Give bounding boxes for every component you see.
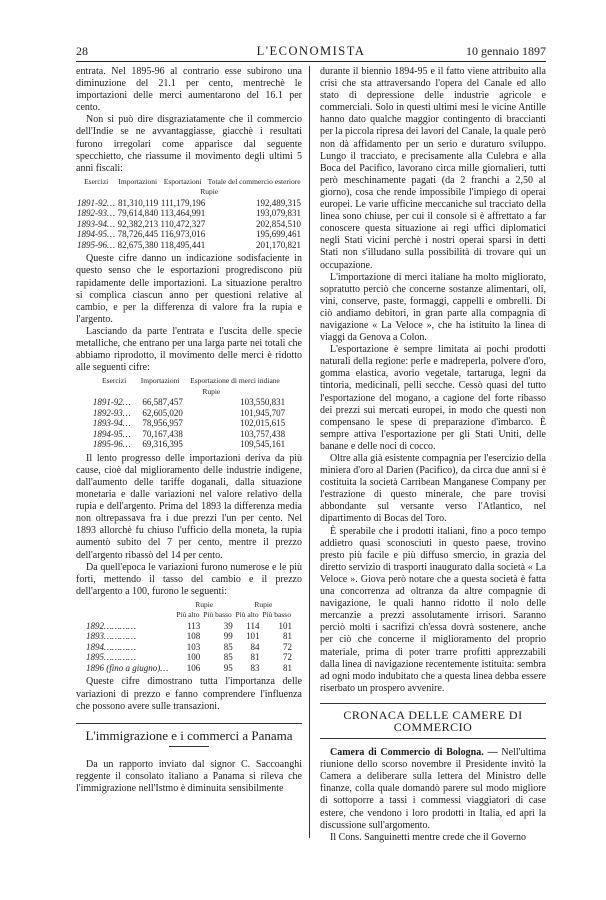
table-row xyxy=(92,397,286,408)
table-row xyxy=(76,198,302,209)
table-cell: 1893-94… xyxy=(77,218,115,229)
table-cell: 78,956,957 xyxy=(142,418,183,429)
trade-table-merchandise xyxy=(92,376,286,450)
table-cell: 1896 (fino a giugno)… xyxy=(86,662,169,673)
table-cell: 79,614,840 xyxy=(117,208,159,219)
table-cell: 109,545,161 xyxy=(240,439,286,450)
table-cell: 1893-94… xyxy=(92,418,131,429)
left-column xyxy=(76,66,302,795)
paragraph: entrata. Nel 1895-96 al contrario esse subirono una diminuzione del 21.1 per cento, mentrechè le importazioni delle merci aumentarono del 16.1 per cento. xyxy=(76,66,302,114)
paragraph: Non si può dire disgraziatamente che il commercio dell'Indie se ne avvantaggiasse, giacchè i resultati furono irregolari come apparisce dal seguente specchietto, che riassume il movimento degli ultimi 5 anni fiscali: xyxy=(76,114,302,174)
table-cell: 92,382,213 xyxy=(117,218,159,229)
table-cell: 101 xyxy=(278,620,292,631)
paragraph: Queste cifre danno un indicazione sodisfaciente in questo senso che le esportazioni progrediscono più rapidamente delle importazioni. La situazione peraltro si complica ciascun anno per questioni relative al cambio, e per la differenza di valore fra la rupia e l'argento. xyxy=(76,253,302,325)
table-cell: 72 xyxy=(282,641,292,652)
table-cell: 39 xyxy=(223,620,233,631)
table-row xyxy=(85,652,293,663)
unit-label: Rupie xyxy=(202,386,221,396)
table-cell: 1895………… xyxy=(86,652,137,663)
table-cell: 201,170,821 xyxy=(256,239,301,250)
unit-label: Rupie xyxy=(200,187,219,197)
col-header: Importazioni xyxy=(140,376,180,386)
table-row xyxy=(85,642,293,653)
table-cell: 81 xyxy=(282,662,292,673)
table-cell: 103,550,831 xyxy=(240,397,286,408)
col-header: Totale del commercio esteriore xyxy=(207,176,301,186)
table-cell: 113,464,991 xyxy=(160,208,206,219)
table-cell: 192,489,315 xyxy=(256,197,301,208)
table-row xyxy=(85,631,293,642)
table-cell: 85 xyxy=(223,652,233,663)
table-row xyxy=(76,219,302,230)
col-header: Più alto xyxy=(235,610,259,620)
table-cell: 195,699,461 xyxy=(256,229,301,240)
col-header: Esercizi xyxy=(102,376,127,386)
section-heading-panama xyxy=(76,723,302,751)
paragraph: Da quell'epoca le variazioni furono numerose e le più forti, mettendo il tasso del cambio e il prezzo dell'argento a 100, furono le seguenti: xyxy=(76,561,302,597)
table-cell: 202,854,510 xyxy=(256,218,301,229)
paragraph: durante il biennio 1894-95 e il fatto viene attribuito alla crisi che sta attraversando l'opera del Canale ed allo stato di depressione delle industrie agricole e commerciali. Solo in questi ultimi mesi le vicine Antille hanno dato qualche maggior contingento di braccianti per la piccola ripresa dei lavori del Canale, la quale però non dà affidamento per un serio e duraturo sviluppo. Lungo il tracciato, e precisamente alla Culebra e alla Boca del Pacifico, lavorano circa mille giornalieri, tutti però meschinamente pagati (da 2 franchi a 2,50 al giorno), cosa che rende impossibile l'impiego di operai europei. Le varie ufficine meccaniche sul tracciato della linea sono chiuse, per cui il console si è affrettato a far conoscere questa situazione ai regi uffici diplomatici negli Stati vicini perchè i nostri operai sparsi in detti Stati non s'illudano sulla possibilità di trovare qui un occupazione. xyxy=(320,66,546,271)
exchange-rate-table xyxy=(85,600,293,674)
table-cell: 81 xyxy=(250,652,260,663)
paragraph: Il lento progresso delle importazioni deriva da più cause, cioè dal miglioramento delle industrie indigene, dall'aumento delle tariffe doganali, dalla situazione monetaria e dalle variazioni nel valore relativo della rupia e dell'argento. Prima del 1893 la differenza media non oltrepassava fra i due prezzi l'un per cento. Nel 1893 allorchè fu chiuso l'ufficio della moneta, la rupia aumentò subito del 7 per cento, mentre il prezzo dell'argento ribassò del 14 per cento. xyxy=(76,452,302,561)
table-cell: 99 xyxy=(223,631,233,642)
page-number: 28 xyxy=(76,44,88,58)
column-divider xyxy=(309,66,310,838)
table-cell: 100 xyxy=(186,652,201,663)
header-rule xyxy=(76,61,546,62)
table-cell: 83 xyxy=(250,662,260,673)
table-row xyxy=(92,408,286,419)
paragraph: Da un rapporto inviato dal signor C. Saccoanghi reggente il consolato italiano a Panama si rileva che l'immigrazione nell'Istmo è diminuita sensibilmente xyxy=(76,758,302,794)
col-header: Più basso xyxy=(203,610,232,620)
table-row xyxy=(92,439,286,450)
table-cell: 81 xyxy=(282,631,292,642)
table-cell: 116,973,016 xyxy=(160,229,206,240)
paragraph: L'esportazione è sempre limitata ai pochi prodotti naturali della regione: perle e madreperla, polvere d'oro, gomma elastica, avorio vegetale, tartaruga, legni da tintoria, medicinali, pelli secche. Cessò quasi del tutto l'esportazione del mogano, a cagione del forte ribasso dei prezzi sui mercati europei, in modo che questi non compensano le spese di preparazione d'imbarco. È sempre attiva l'esportazione per gli Stati Uniti, delle banane e delle noci di cocco. xyxy=(320,344,546,452)
table-cell: 113 xyxy=(187,620,201,631)
table-row xyxy=(76,208,302,219)
paragraph: L'importazione di merci italiane ha molto migliorato, sopratutto perciò che concerne sostanze alimentari, olî, vini, conserve, paste, formaggi, cappelli e ombrelli. Di ciò andiamo debitori, in gran parte alla compagnia di navigazione « La Veloce », che ha istituito la linea di viaggi da Genova a Colon. xyxy=(320,271,546,344)
right-column xyxy=(320,66,546,844)
table-cell: 110,472,327 xyxy=(160,218,206,229)
table-cell: 66,587,457 xyxy=(142,397,183,408)
journal-title: L'ECONOMISTA xyxy=(256,44,366,58)
table-cell: 1891-92… xyxy=(92,397,131,408)
table-cell: 1891-92… xyxy=(77,197,115,208)
table-cell: 81,310,119 xyxy=(118,197,159,208)
table-cell: 1892………… xyxy=(86,620,137,631)
paragraph: Oltre alla già esistente compagnia per l'esercizio della miniera d'oro al Darien (Pacifico), da circa due anni si è costituita la società Carribean Manganese Company per l'estrazione di questo minerale, che pare trovisi abbondante sul versante verso l'Atlantico, nel dipartimento di Bocas del Toro. xyxy=(320,453,546,525)
table-cell: 103 xyxy=(186,641,201,652)
bold-lead: Camera di Commercio di Bologna. — xyxy=(330,747,498,759)
table-cell: 82,675,380 xyxy=(117,239,159,250)
paragraph: Queste cifre dimostrano tutta l'importanza delle variazioni di prezzo e fanno comprendere l'influenza che possono avere sulle transazioni. xyxy=(76,676,302,712)
table-cell: 62,605,020 xyxy=(142,407,183,418)
table-row xyxy=(85,621,293,632)
table-cell: 108 xyxy=(186,631,201,642)
table-cell: 72 xyxy=(282,652,292,663)
table-cell: 1894………… xyxy=(86,641,137,652)
trade-table-totals xyxy=(76,177,302,251)
col-header: Più alto xyxy=(176,610,200,620)
table-cell: 85 xyxy=(223,641,233,652)
group-header: Rupie xyxy=(254,599,273,609)
table-row xyxy=(76,240,302,251)
table-cell: 70,167,438 xyxy=(142,428,183,439)
paragraph xyxy=(320,747,546,832)
table-cell: 118,495,441 xyxy=(160,239,206,250)
table-cell: 106 xyxy=(186,662,201,673)
col-header: Esportazione di merci indiane xyxy=(190,376,280,386)
table-cell: 1892-93… xyxy=(92,407,131,418)
table-row xyxy=(92,429,286,440)
issue-date: 10 gennaio 1897 xyxy=(466,44,546,58)
paragraph-text: Nell'ultima riunione dello scorso novembre il Presidente invitò la Camera a deliberare sulla lettera del Ministro delle finanze, colla quale domandò parere sul modo migliore di sottoporre a tassi i commessi viaggiatori di case estere, che vendono i loro prodotti in Italia, ed aprì la discussione sull'argomento. xyxy=(320,747,546,831)
table-cell: 1895-96… xyxy=(77,239,115,250)
table-cell: 101,945,707 xyxy=(240,407,286,418)
table-cell: 103,757,438 xyxy=(240,428,286,439)
table-row xyxy=(92,418,286,429)
heading-text: L'immigrazione e i commerci a Panama xyxy=(85,727,293,743)
col-header: Più basso xyxy=(262,610,291,620)
table-cell: 1894-95… xyxy=(92,428,131,439)
paragraph: È sperabile che i prodotti italiani, fino a poco tempo addietro quasi sconosciuti in questo paese, trovino presto più facile e più diffuso smercio, in grazia del diretto servizio di trasporti inaugurato dalla società « La Veloce ». Giova però notare che a questa società è fatta una concorrenza ad oltranza da altre compagnie di navigazione, le quali hanno ridotto il nolo delle mercanzie a prezzi assolutamente irrisori. Saranno perciò molti i sacrifizi ch'essa dovrà sostenere, anche per ciò che concerne il miglioramento del proprio materiale, prima di poter trarre profitti apprezzabili dalla linea di navigazione recentemente istituita: sembra ad ogni modo indubitato che a questa linea debba essere riserbato un prospero avvenire. xyxy=(320,525,546,694)
paragraph: Il Cons. Sanguinetti mentre crede che il Governo xyxy=(330,831,527,843)
group-header: Rupie xyxy=(195,599,214,609)
table-cell: 78,726,445 xyxy=(117,229,159,240)
table-cell: 1893………… xyxy=(86,631,137,642)
table-cell: 1892-93… xyxy=(77,208,115,219)
heading-rule xyxy=(169,746,209,747)
table-cell: 95 xyxy=(223,662,233,673)
table-row xyxy=(76,229,302,240)
table-cell: 111,179,196 xyxy=(160,197,206,208)
col-header: Esercizi xyxy=(84,176,109,186)
table-cell: 193,079,831 xyxy=(256,208,301,219)
table-cell: 102,015,615 xyxy=(240,418,286,429)
table-cell: 69,316,395 xyxy=(142,439,183,450)
table-cell: 1894-95… xyxy=(77,229,115,240)
paragraph: Lasciando da parte l'entrata e l'uscita delle specie metalliche, che entrano per una larga parte nei totali che abbiamo riprodotto, il movimento delle merci è ridotto alle seguenti cifre: xyxy=(76,325,302,374)
page-header xyxy=(76,44,546,60)
table-cell: 84 xyxy=(250,641,260,652)
table-cell: 114 xyxy=(246,620,260,631)
col-header: Esportazioni xyxy=(163,176,202,186)
table-cell: 101 xyxy=(245,631,260,642)
col-header: Importazioni xyxy=(118,176,158,186)
table-row xyxy=(85,663,293,674)
section-heading-chambers: CRONACA DELLE CAMERE DI COMMERCIO xyxy=(320,703,546,739)
table-cell: 1895-96… xyxy=(92,439,131,450)
